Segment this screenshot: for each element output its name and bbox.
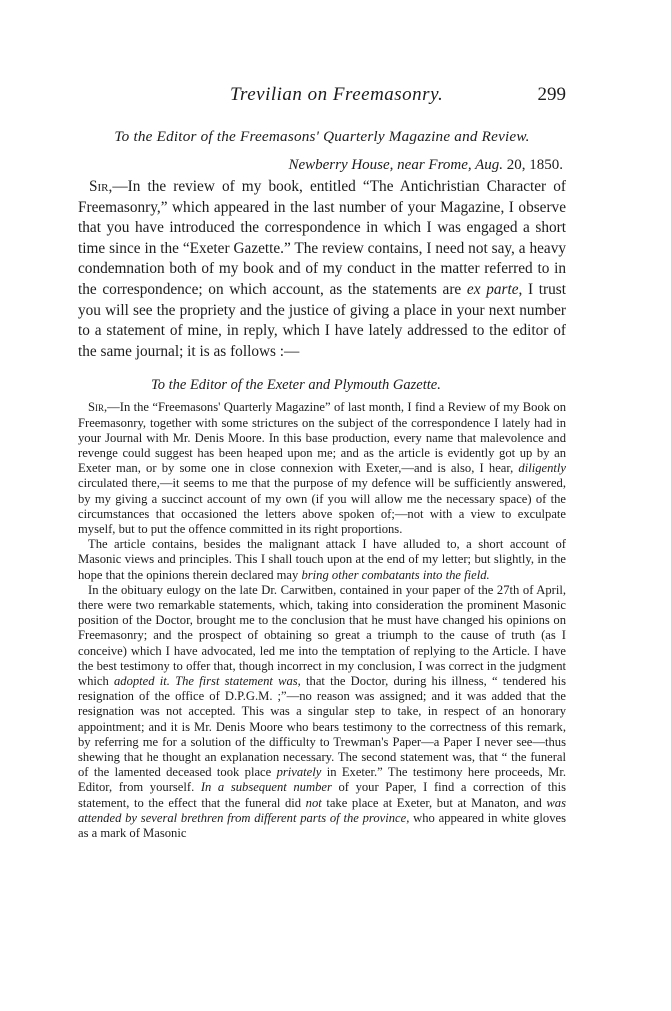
enclosed-letter-title: To the Editor of the Exeter and Plymouth Gazette.: [151, 377, 441, 394]
enclosed-p1-text: —In the “Freemasons' Quarterly Magazine” of last month, I find a Review of my Book on Freemasonry, together with some strictures on the subject of the correspondence I lately had in your Journal with Mr. Denis Moore. In this base production, every name that malevolence and revenge could suggest has been heaped upon me; and as the article is evidently got up by an Exeter man, or by some one in close connexion with Exeter,—and is also, I hear,: [78, 400, 566, 476]
enclosed-p1-emphasis: diligently: [518, 461, 566, 476]
enclosed-p3-end: who appeared in white gloves as a mark of Masonic: [78, 810, 567, 841]
letter-text-end: , I trust you will see the propriety and the justice of giving a place in your next number to a statement of mine, in reply, which I have lately addressed to the editor of the same journal; it is as follows :—: [78, 280, 567, 360]
enclosed-p3-emphasis-5: was attended by several brethren from different parts of the province,: [78, 795, 566, 825]
enclosed-p3-emphasis-1: adopted it. The first statement was,: [113, 674, 301, 688]
enclosed-p2-text: The article contains, besides the malignant attack I have alluded to, a short account of Masonic views and principles. This I shall touch upon at the end of my letter; but slightly, in the hope that the opinions therein declared may: [78, 537, 566, 582]
enclosed-p3-emphasis-2: privately: [276, 765, 322, 780]
page-number: 299: [537, 84, 566, 105]
dateline: [78, 157, 566, 174]
book-page: [78, 84, 566, 841]
dateline-date: 20, 1850.: [506, 157, 563, 173]
enclosed-p3-mid-2: in Exeter.” The testimony here proceeds, Mr. Editor, from yourself.: [78, 765, 566, 795]
enclosed-p3-mid: that the Doctor, during his illness, “ tendered his resignation of the office of D.P.G.M. ;”—no reason was assigned; and it was added that the resignation was not accepted. This was a singular step to take, in respect of an honorary appointment; and it is Mr. Denis Moore who bears testimony to the correctness of this remark, by referring me for a solution of the difficulty to Trewman's Paper—a Paper I never see—thus shewing that he thought an explanation necessary. The second statement was, that “ the funeral of the lamented deceased took place: [78, 674, 566, 780]
enclosed-p2-emphasis: bring other combatants into the field.: [301, 567, 490, 582]
enclosed-p3-mid-4: take place at Exeter, but at Manaton, and: [321, 795, 547, 810]
enclosed-p3-emphasis-4: not: [305, 795, 322, 810]
letter-ex-parte: ex parte: [466, 280, 519, 298]
letter-salutation: Sir,: [89, 178, 113, 195]
enclosed-paragraph-1: [78, 400, 566, 537]
enclosed-paragraph-2: [78, 537, 566, 583]
dateline-place: Newberry House, near Frome, Aug.: [288, 157, 503, 173]
enclosed-p1-end: circulated there,—it seems to me that the purpose of my defence will be sufficiently answered, by my giving a succinct account of my own (if you will allow me the necessary space) of the circumstances that occasioned the letters above spoken of;—not with a view to exculpate myself, but to put the offence committed in its right proportions.: [78, 476, 566, 536]
enclosed-paragraph-3: [78, 583, 566, 841]
letter-title: To the Editor of the Freemasons' Quarterly Magazine and Review.: [114, 128, 530, 145]
enclosed-p3-mid-3: of your Paper, I find a correction of this statement, to the effect that the funeral did: [78, 780, 566, 810]
running-head: [78, 84, 566, 108]
letter-body: [78, 177, 566, 362]
enclosed-p3-text: In the obituary eulogy on the late Dr. Carwitben, contained in your paper of the 27th of April, there were two remarkable statements, which, taking into consideration the prominent Masonic position of the Doctor, brought me to the conclusion that he must have changed his opinions on Freemasonry; and the prospect of obtaining so great a triumph to the cause of truth (as I conceive) which I have advocated, led me into the temptation of replying to the Article. I have the best testimony to offer that, though incorrect in my conclusion, I was correct in the judgment which: [78, 582, 566, 688]
enclosed-salutation: Sir,: [88, 400, 108, 415]
running-title: Trevilian on Freemasonry.: [230, 84, 444, 105]
enclosed-p3-emphasis-3: In a subsequent number: [200, 780, 332, 795]
letter-text: —In the review of my book, entitled “The Antichristian Character of Freemasonry,” which appeared in the last number of your Magazine, I observe that you have introduced the correspondence in which I was engaged a short time since in the “Exeter Gazette.” The review contains, I need not say, a heavy condemnation both of my book and of my conduct in the matter referred to in the correspondence; on which account, as the statements are: [78, 178, 566, 298]
